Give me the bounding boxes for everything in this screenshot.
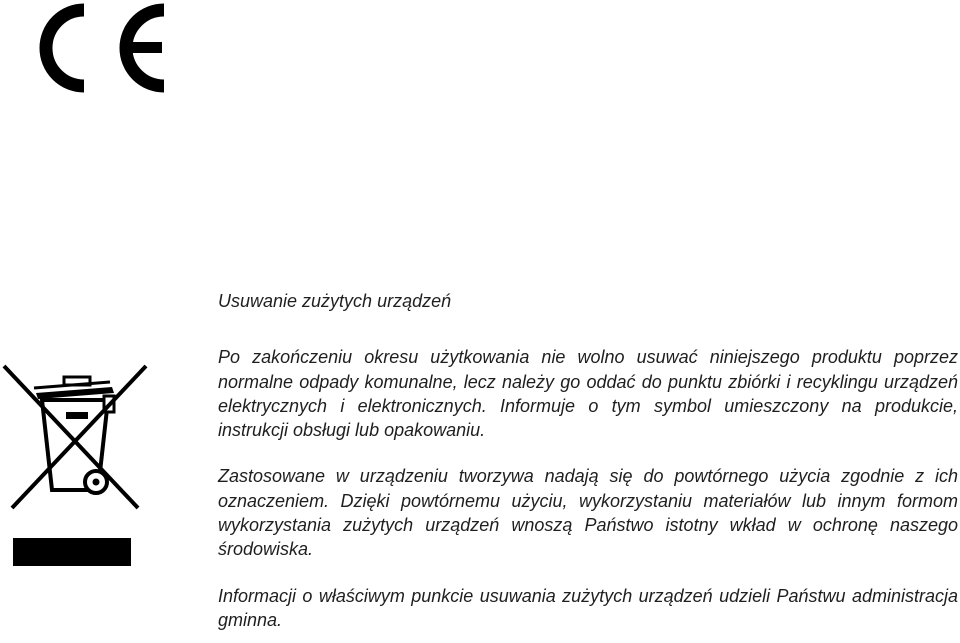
ce-mark-icon: [38, 2, 170, 94]
disposal-notice: [218, 289, 958, 632]
paragraph-collection-info: Informacji o właściwym punkcie usuwania zużytych urządzeń udzieli Państwu administracja gminna.: [218, 585, 958, 630]
section-heading: Usuwanie zużytych urządzeń: [218, 291, 452, 311]
paragraph-recycling-benefit: Zastosowane w urządzeniu tworzywa nadają się do powtórnego użycia zgodnie z ich oznaczeniem. Dzięki powtórnemu użyciu, wykorzystaniu materiałów lub innym formom wykorzystania zużytych urządzeń wnoszą Państwo istotny wkład w ochronę naszego środowiska.: [218, 466, 958, 560]
crossed-out-wheelie-bin-icon: [0, 360, 150, 570]
paragraph-disposal-rule: Po zakończeniu okresu użytkowania nie wolno usuwać niniejszego produktu poprzez normalne odpady komunalne, lecz należy go oddać do punktu zbiórki i recyklingu urządzeń elektrycznych i elektronicznych. Informuje o tym symbol umieszczony na produkcie, instrukcji obsługi lub opakowaniu.: [218, 347, 958, 441]
